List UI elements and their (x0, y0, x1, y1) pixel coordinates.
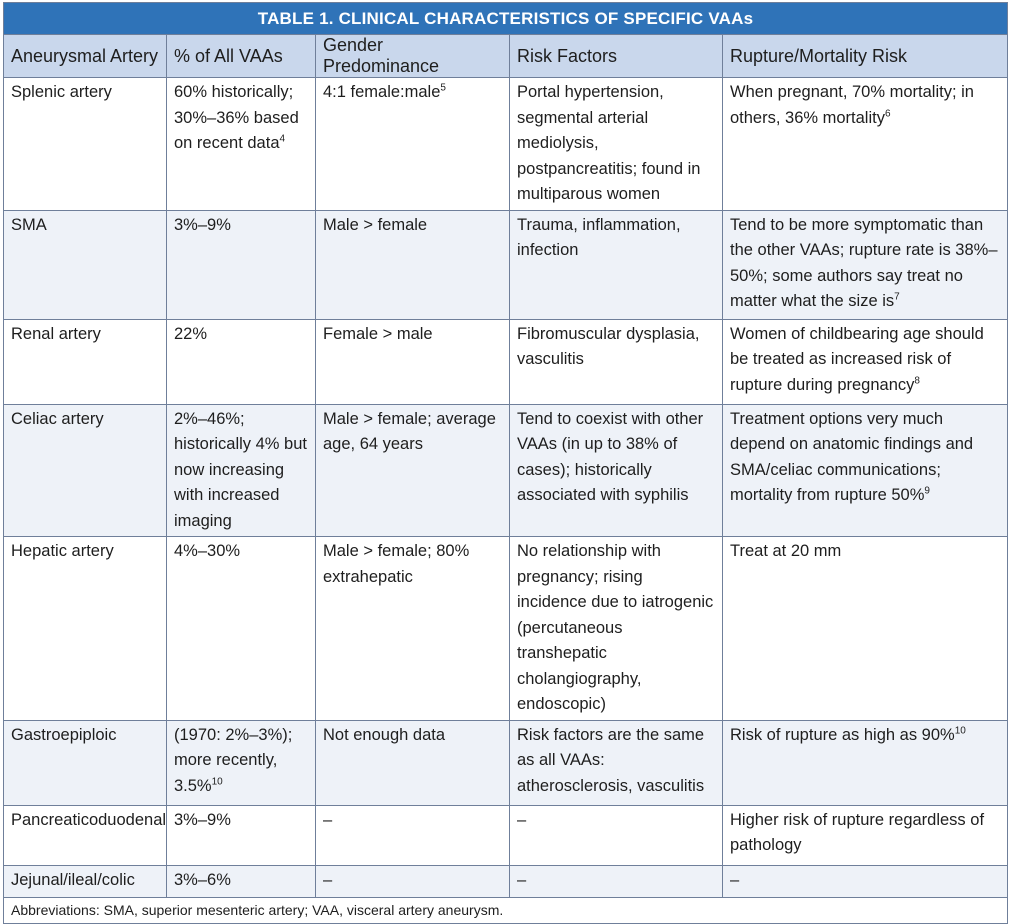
table-row (4, 805, 1008, 865)
cell-gender: Male > female (316, 210, 510, 319)
table-container (3, 2, 1007, 924)
table-row (4, 865, 1008, 897)
cell-gender: – (316, 865, 510, 897)
cell-risk: Risk factors are the same as all VAAs: atherosclerosis, vasculitis (510, 720, 723, 805)
cell-percent: 3%–9% (167, 805, 316, 865)
column-header: Rupture/Mortality Risk (723, 35, 1008, 78)
cell-gender (316, 78, 510, 211)
table-row (4, 78, 1008, 211)
cell-artery: Hepatic artery (4, 537, 167, 721)
cell-percent: 2%–46%; historically 4% but now increasing with increased imaging (167, 404, 316, 537)
cell-rupture (723, 210, 1008, 319)
cell-percent (167, 78, 316, 211)
cell-artery: Splenic artery (4, 78, 167, 211)
cell-rupture (723, 404, 1008, 537)
table-row (4, 537, 1008, 721)
cell-risk: Tend to coexist with other VAAs (in up to 38% of cases); historically associated with syphilis (510, 404, 723, 537)
cell-artery: Pancreaticoduodenal (4, 805, 167, 865)
abbreviations-footnote: Abbreviations: SMA, superior mesenteric artery; VAA, visceral artery aneurysm. (4, 897, 1008, 923)
cell-rupture (723, 319, 1008, 404)
cell-text: Women of childbearing age should be treated as increased risk of rupture during pregnancy (730, 324, 984, 394)
cell-risk: – (510, 805, 723, 865)
cell-rupture: Higher risk of rupture regardless of pathology (723, 805, 1008, 865)
reference-marker: 9 (924, 485, 930, 497)
cell-rupture (723, 720, 1008, 805)
column-header: % of All VAAs (167, 35, 316, 78)
cell-text: Treatment options very much depend on anatomic findings and SMA/celiac communications; mortality from rupture 50% (730, 409, 974, 504)
reference-marker: 6 (884, 108, 891, 119)
cell-percent (167, 720, 316, 805)
reference-marker: 5 (440, 82, 446, 94)
column-header: Aneurysmal Artery (4, 35, 167, 78)
cell-artery: Jejunal/ileal/colic (4, 865, 167, 897)
table-row (4, 210, 1008, 319)
cell-percent: 4%–30% (167, 537, 316, 721)
reference-marker: 10 (211, 776, 223, 787)
cell-gender: Female > male (316, 319, 510, 404)
cell-percent: 3%–6% (167, 865, 316, 897)
clinical-characteristics-table (3, 2, 1008, 924)
cell-artery: SMA (4, 210, 167, 319)
cell-rupture (723, 78, 1008, 211)
cell-percent: 3%–9% (167, 210, 316, 319)
cell-rupture: – (723, 865, 1008, 897)
reference-marker: 10 (954, 725, 966, 736)
cell-gender: Male > female; average age, 64 years (316, 404, 510, 537)
cell-rupture: Treat at 20 mm (723, 537, 1008, 721)
column-header: Risk Factors (510, 35, 723, 78)
cell-text: Risk of rupture as high as 90% (730, 725, 955, 744)
table-row (4, 720, 1008, 805)
cell-risk: – (510, 865, 723, 897)
cell-risk: Fibromuscular dysplasia, vasculitis (510, 319, 723, 404)
reference-marker: 4 (279, 133, 286, 145)
cell-text: 4:1 female:male (323, 83, 441, 101)
cell-gender: Not enough data (316, 720, 510, 805)
cell-artery: Gastroepiploic (4, 720, 167, 805)
table-title: TABLE 1. CLINICAL CHARACTERISTICS OF SPECIFIC VAAs (4, 3, 1008, 35)
cell-text: When pregnant, 70% mortality; in others, 36% mortality (730, 83, 974, 127)
column-header: Gender Predominance (316, 35, 510, 78)
table-row (4, 319, 1008, 404)
cell-text: 60% historically; 30%–36% based on recent data (174, 83, 299, 152)
header-row (4, 35, 1008, 78)
table-row (4, 404, 1008, 537)
cell-artery: Celiac artery (4, 404, 167, 537)
cell-text: (1970: 2%–3%); more recently, 3.5% (174, 725, 293, 795)
reference-marker: 7 (894, 291, 900, 303)
cell-risk: Trauma, inflammation, infection (510, 210, 723, 319)
cell-percent: 22% (167, 319, 316, 404)
cell-gender: – (316, 805, 510, 865)
cell-risk: Portal hypertension, segmental arterial mediolysis, postpancreatitis; found in multiparous women (510, 78, 723, 211)
cell-text: Tend to be more symptomatic than the other VAAs; rupture rate is 38%–50%; some authors say treat no matter what the size is (730, 215, 998, 310)
cell-gender: Male > female; 80% extrahepatic (316, 537, 510, 721)
footnote-row (4, 897, 1008, 923)
cell-artery: Renal artery (4, 319, 167, 404)
cell-risk: No relationship with pregnancy; rising incidence due to iatrogenic (percutaneous transhepatic cholangiography, endoscopic) (510, 537, 723, 721)
reference-marker: 8 (914, 375, 920, 386)
